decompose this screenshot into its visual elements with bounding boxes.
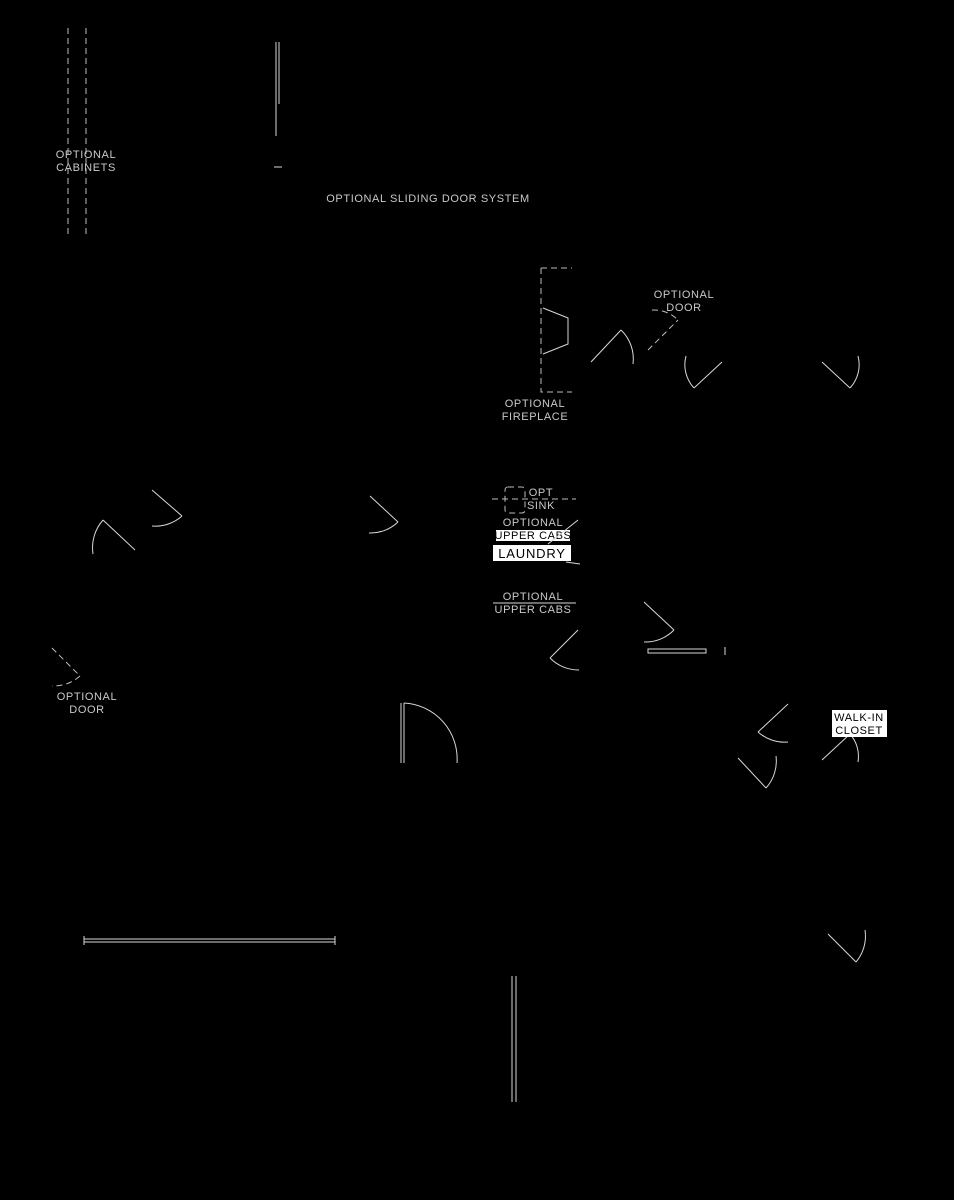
optional-door-top-label-line2: DOOR xyxy=(666,302,702,314)
optional-door-left-label-line1: OPTIONAL xyxy=(56,691,118,703)
laundry-divider xyxy=(566,562,580,564)
sliding-door-label: OPTIONAL SLIDING DOOR SYSTEM xyxy=(326,193,530,205)
optional-fireplace-label-line1: OPTIONAL xyxy=(504,398,566,410)
top-window-segment xyxy=(274,42,282,167)
optional-cabinets-label-line2: CABINETS xyxy=(56,162,116,174)
fireplace-outline xyxy=(541,268,572,392)
opt-sink-label-line1: OPT xyxy=(528,487,554,499)
door-swing-laundry-1 xyxy=(550,630,579,670)
upper-cabs-bottom-label-line1: OPTIONAL xyxy=(502,591,564,603)
laundry-label: LAUNDRY xyxy=(498,546,566,561)
door-swing-hall-1 xyxy=(685,356,722,388)
optional-fireplace-label-line2: FIREPLACE xyxy=(501,411,569,423)
walk-in-closet-label-line1: WALK-IN xyxy=(834,712,884,724)
opt-sink-label-line2: SINK xyxy=(526,500,556,512)
optional-door-left-label-line2: DOOR xyxy=(69,704,105,716)
optional-door-top-label-line1: OPTIONAL xyxy=(653,289,715,301)
door-swing-left-2 xyxy=(152,490,182,526)
door-swing-bottom-right xyxy=(828,930,865,962)
walk-in-closet-label-line2: CLOSET xyxy=(835,725,883,737)
door-swing-closet-1 xyxy=(758,704,788,742)
door-swing-center-1 xyxy=(369,496,398,533)
optional-cabinets-label-line1: OPTIONAL xyxy=(55,149,117,161)
upper-cabs-top-label-line1: OPTIONAL xyxy=(502,517,564,529)
pocket-door xyxy=(648,647,725,655)
door-swing-entry xyxy=(401,703,457,763)
optional-door-left-swing xyxy=(52,648,80,686)
door-swing-hall-2 xyxy=(822,356,859,388)
door-swing-closet-3 xyxy=(822,734,858,762)
bottom-left-window xyxy=(84,936,335,945)
optional-cabinets-outline xyxy=(68,28,86,236)
optional-door-top-swing xyxy=(648,310,678,350)
upper-cabs-bottom-label-line2: UPPER CABS xyxy=(494,604,572,616)
bottom-center-window xyxy=(512,976,516,1102)
door-swing-left-1 xyxy=(93,520,135,554)
door-swing-laundry-2 xyxy=(644,602,674,642)
door-swing-closet-2 xyxy=(738,756,776,788)
upper-cabs-top-label-line2: UPPER CABS xyxy=(494,530,572,542)
door-swing-fireplace xyxy=(591,330,633,364)
